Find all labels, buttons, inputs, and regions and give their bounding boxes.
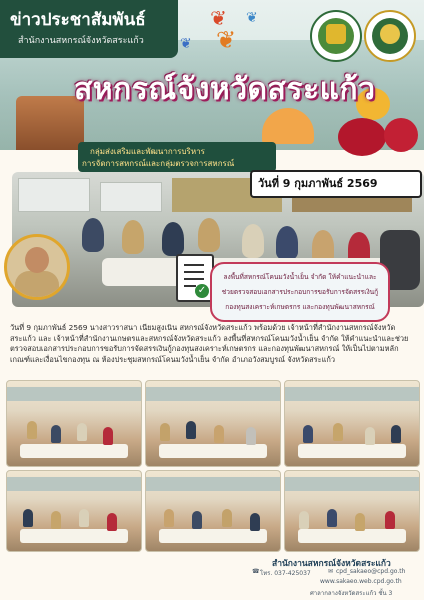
news-subtitle: สำนักงานสหกรณ์จังหวัดสระแก้ว: [18, 36, 144, 46]
butterfly-icon: ❦: [246, 10, 258, 26]
callout-box: [210, 262, 390, 322]
footer-phone: โทร. 037-425037: [260, 570, 311, 577]
meeting-photo: [284, 380, 420, 467]
rose-apple-image: [384, 118, 418, 152]
footer-website: www.sakaeo.web.cpd.go.th: [320, 578, 402, 585]
callout-line3: กองทุนสงเคราะห์เกษตรกร และกองทุนพัฒนาสหกรณ์: [225, 303, 375, 311]
mail-icon: ✉: [328, 568, 334, 575]
document-icon: [176, 254, 214, 302]
date-text: วันที่ 9 กุมภาพันธ์ 2569: [258, 177, 378, 190]
body-paragraph: วันที่ 9 กุมภาพันธ์ 2569 นางสาวราสนา เนียมสูงเนิน สหกรณ์จังหวัดสระแก้ว พร้อมด้วย เจ้าหน้าที่สำนักงานสหกรณ์จังหวัดสระแก้ว และ เจ้าหน้าที่สำนักงานเกษตรและสหกรณ์จังหวัดสระแก้ว ลงพื้นที่สหกรณ์โคนมวังน้ำเย็น จำกัด ให้คำแนะนำและช่วยตรวจสอบเอกสารประกอบการขอรับการจัดสรรเงินกู้กองทุนสงเคราะห์เกษตรกร และกองทุนพัฒนาสหกรณ์ ให้เป็นไปตามหลักเกณฑ์และเงื่อนไขกองทุน ณ ห้องประชุมสหกรณ์โคนมวังน้ำเย็น จำกัด อำเภอวังสมบูรณ์ จังหวัดสระแก้ว: [10, 323, 409, 364]
phone-icon: ☎: [252, 568, 260, 575]
subtitle-line1: กลุ่มส่งเสริมและพัฒนาการบริหาร: [90, 147, 205, 156]
butterfly-icon: ❦: [210, 6, 227, 30]
main-title: สหกรณ์จังหวัดสระแก้ว: [74, 72, 376, 107]
butterfly-icon: ❦: [180, 36, 192, 52]
callout-line2: ช่วยตรวจสอบเอกสารประกอบการขอรับการจัดสรรเงินกู้: [221, 288, 379, 296]
butterfly-icon: ❦: [216, 26, 237, 54]
ministry-logo: [310, 10, 362, 62]
cooperative-logo: [364, 10, 416, 62]
meeting-photo: [145, 470, 281, 552]
news-title: ข่าวประชาสัมพันธ์: [10, 10, 146, 30]
subtitle-line2: การจัดการสหกรณ์และกลุ่มตรวจการสหกรณ์: [82, 159, 235, 168]
callout-line1: ลงพื้นที่สหกรณ์โคนมวังน้ำเย็น จำกัด ให้คำแนะนำและ: [223, 273, 377, 281]
meeting-photo: [6, 380, 142, 467]
meeting-photo: [284, 470, 420, 552]
footer-org: สำนักงานสหกรณ์จังหวัดสระแก้ว: [272, 559, 391, 569]
meeting-photo: [145, 380, 281, 467]
director-portrait: [4, 234, 70, 300]
meeting-photo: [6, 470, 142, 552]
footer-address: ศาลากลางจังหวัดสระแก้ว ชั้น 3: [310, 590, 393, 597]
check-icon: ✓: [195, 284, 209, 298]
footer-email: cpd_sakaeo@cpd.go.th: [336, 568, 406, 575]
rose-apple-image: [338, 118, 386, 156]
